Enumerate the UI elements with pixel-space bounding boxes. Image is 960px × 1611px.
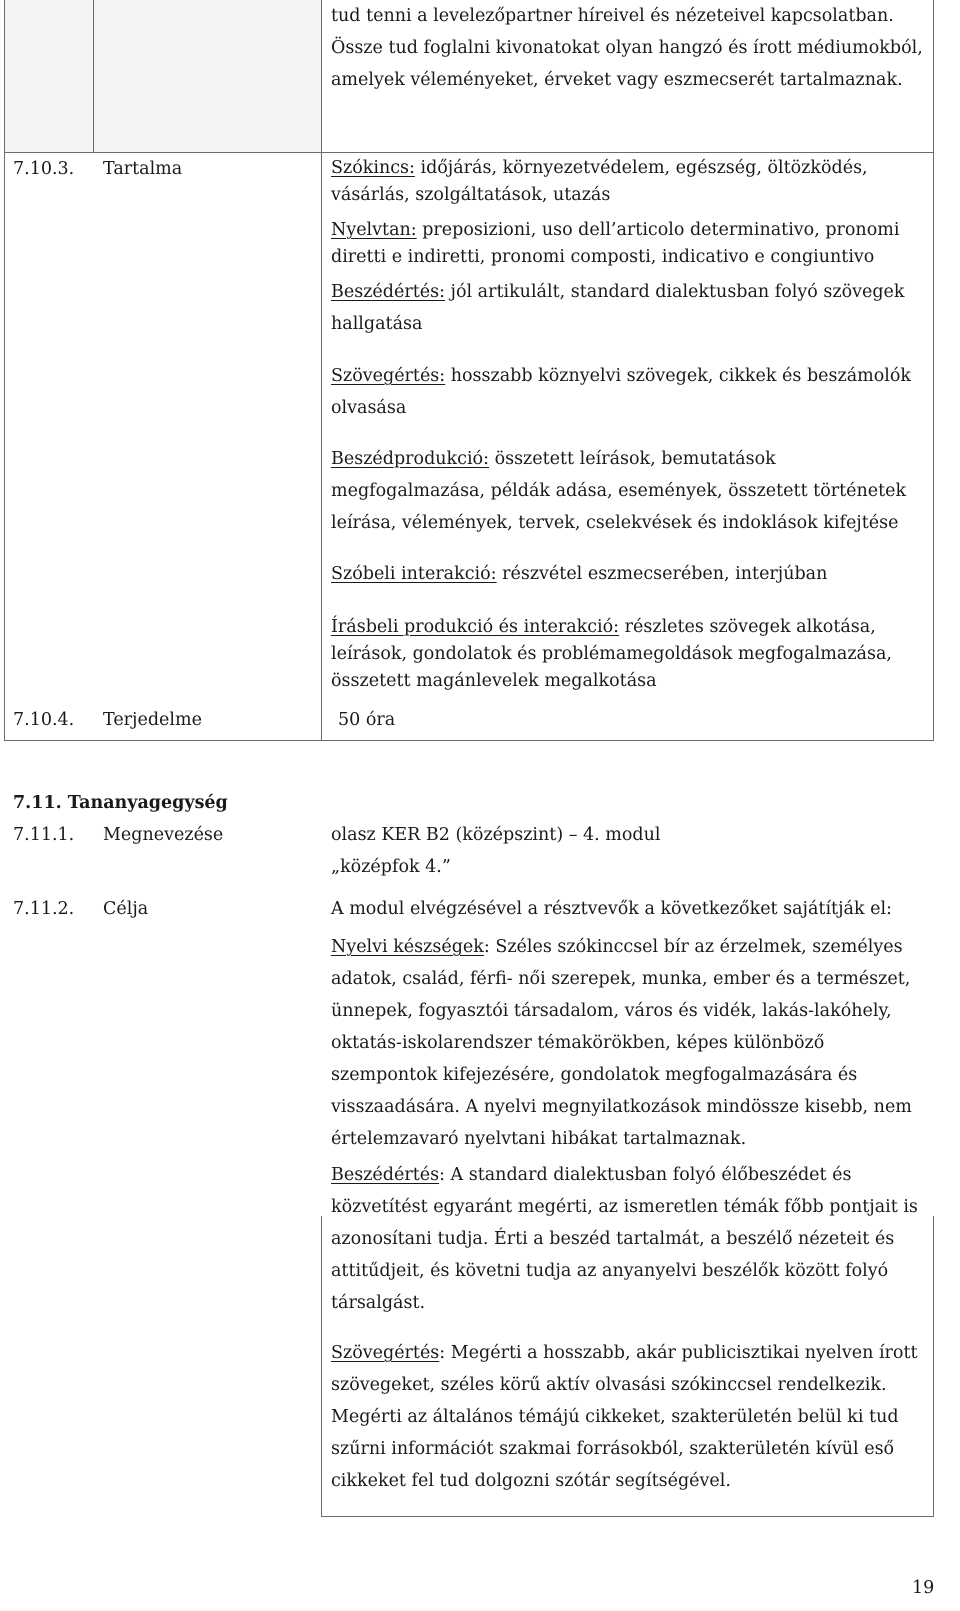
name-row-value-line2: „középfok 4.”	[331, 857, 451, 877]
content-item-reading	[331, 360, 931, 424]
page-number: 19	[912, 1578, 935, 1598]
bottom-table-bottom-border	[321, 1516, 934, 1517]
content-item-heading: Beszédértés:	[331, 282, 445, 302]
content-item-heading: Beszédprodukció:	[331, 449, 489, 469]
content-item-text: preposizioni, uso dell’articolo determinativo, pronomi diretti e indiretti, pronomi composti, indicativo e congiuntivo	[331, 220, 900, 267]
name-row-number: 7.11.1.	[13, 825, 75, 845]
goal-item-heading: Nyelvi készségek	[331, 937, 484, 957]
goal-item-text: : A standard dialektusban folyó élőbeszédet és közvetítést egyaránt megérti, az ismeretlen témák főbb pontjait is azonosítani tudja. Érti a beszéd tartalmát, a beszélő nézeteit és attitűdjeit, és követni tudja az anyanyelvi beszélők között folyó társalgást.	[331, 1165, 918, 1313]
content-item-speaking	[331, 443, 931, 539]
continuation-text: tud tenni a levelezőpartner híreivel és nézeteivel kapcsolatban. Össze tud foglalni kivonatokat olyan hangzó és írott médiumokból, amelyek véleményeket, érveket vagy eszmecserét tartalmaznak.	[331, 6, 923, 90]
content-item-heading: Nyelvtan:	[331, 220, 417, 240]
scope-row-value: 50 óra	[338, 710, 396, 730]
bottom-table-col-divider	[321, 1216, 322, 1517]
content-item-oral-interaction	[331, 558, 931, 590]
content-row-number: 7.10.3.	[13, 159, 75, 179]
content-item-text: részvétel eszmecserében, interjúban	[496, 564, 828, 584]
content-item-text: jól artikulált, standard dialektusban folyó szövegek hallgatása	[331, 282, 905, 334]
content-item-heading: Szövegértés:	[331, 366, 446, 386]
content-item-heading: Szóbeli interakció:	[331, 564, 497, 584]
section-title: 7.11. Tananyagegység	[13, 793, 228, 813]
top-table-col-divider-1b	[93, 0, 94, 152]
content-item-text: részletes szövegek alkotása, leírások, gondolatok és problémamegoldások megfogalmazása, összetett magánlevelek megalkotása	[331, 617, 892, 691]
content-row-label: Tartalma	[103, 159, 183, 179]
content-item-vocabulary	[331, 155, 931, 209]
content-item-text: hosszabb köznyelvi szövegek, cikkek és beszámolók olvasása	[331, 366, 912, 418]
top-table-shaded-cell	[5, 0, 321, 152]
goal-row-intro: A modul elvégzésével a résztvevők a következőket sajátítják el:	[331, 899, 892, 919]
content-item-writing	[331, 614, 931, 695]
name-row-label: Megnevezése	[103, 825, 224, 845]
goal-item-heading: Szövegértés	[331, 1343, 440, 1363]
goal-row-number: 7.11.2.	[13, 899, 75, 919]
name-row-value-line1: olasz KER B2 (középszint) – 4. modul	[331, 825, 661, 845]
goal-item-heading: Beszédértés	[331, 1165, 440, 1185]
content-item-grammar	[331, 217, 931, 271]
content-item-heading: Írásbeli produkció és interakció:	[331, 617, 620, 637]
content-item-listening	[331, 276, 931, 340]
bottom-table-right-border	[933, 1216, 934, 1517]
goal-item-text: : Széles szókinccsel bír az érzelmek, személyes adatok, család, férfi- női szerepek, munka, ember és a természet, ünnepek, fogyasztói társadalom, város és vidék, lakás-lakóhely, oktatás-iskolarendszer témakörökben, képes különböző szempontok kifejezésére, gondolatok megfogalmazására és visszaadására. A nyelvi megnyilatkozások mindössze kisebb, nem értelemzavaró nyelvtani hibákat tartalmaznak.	[331, 937, 912, 1149]
content-item-heading: Szókincs:	[331, 158, 415, 178]
content-item-text: időjárás, környezetvédelem, egészség, öltözködés, vásárlás, szolgáltatások, utazás	[331, 158, 868, 205]
content-item-text: összetett leírások, bemutatások megfogalmazása, példák adása, események, összetett történetek leírása, vélemények, tervek, cselekvések és indoklások kifejtése	[331, 449, 907, 533]
scope-row-number: 7.10.4.	[13, 710, 75, 730]
top-table-col-divider-2	[321, 0, 322, 741]
goal-item-listening	[331, 1159, 926, 1319]
goal-item-reading	[331, 1337, 926, 1497]
scope-row-label: Terjedelme	[103, 710, 202, 730]
goal-item-text: : Megérti a hosszabb, akár publicisztikai nyelven írott szövegeket, széles körű aktív olvasási szókinccsel rendelkezik. Megérti az általános témájú cikkeket, szakterületén belül ki tud szűrni információt szakmai forrásokból, szakterületén kívül eső cikkeket fel tud dolgozni szótár segítségével.	[331, 1343, 918, 1491]
goal-row-label: Célja	[103, 899, 149, 919]
goal-item-language-skills	[331, 931, 926, 1155]
